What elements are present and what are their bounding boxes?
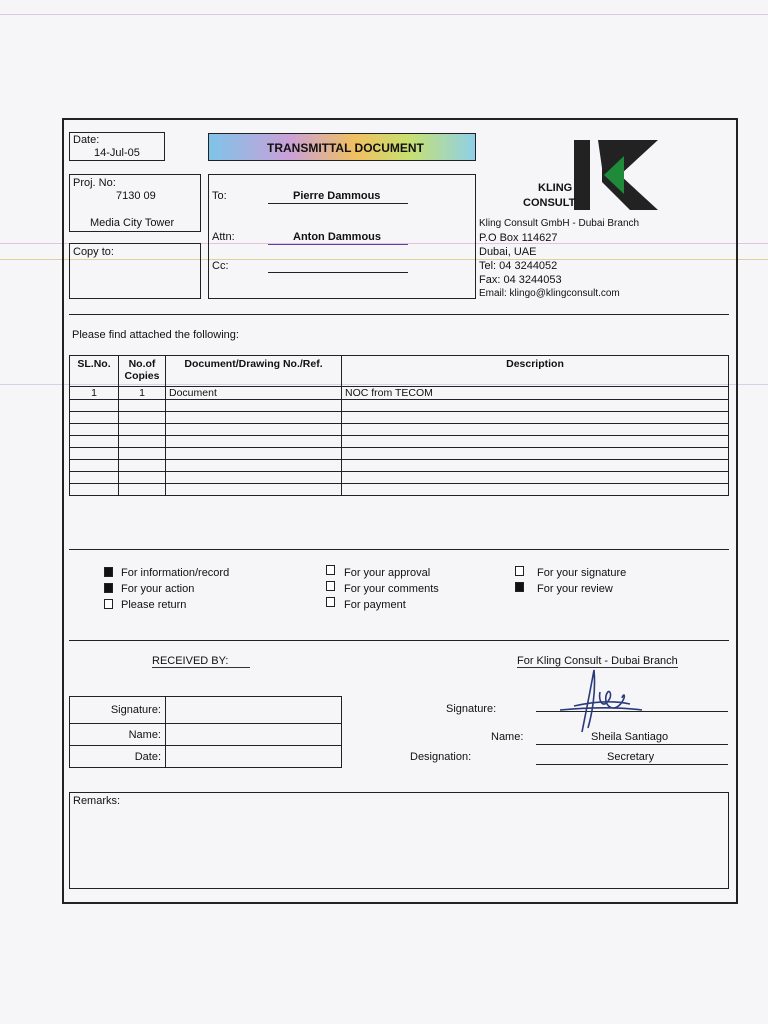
checkbox-review-label: For your review [537,583,613,595]
project-label: Proj. No: [73,177,116,189]
checkbox-action[interactable] [104,583,113,593]
table-row [70,448,729,460]
copy-to-box [69,243,201,299]
to-underline [268,203,408,204]
checkbox-signature-label: For your signature [537,567,627,579]
date-label: Date: [73,134,100,146]
sender-title: For Kling Consult - Dubai Branch [517,655,678,667]
intro-text: Please find attached the following: [72,329,239,341]
project-box [69,174,201,232]
sender-signature-label: Signature: [446,703,497,715]
checkbox-information-label: For information/record [121,567,230,579]
to-value: Pierre Dammous [293,190,381,202]
company-fax: Fax: 04 3244053 [479,274,562,286]
checkbox-information[interactable] [104,567,113,577]
checkbox-review[interactable] [515,582,524,592]
date-value: 14-Jul-05 [94,147,140,159]
company-tel: Tel: 04 3244052 [479,260,558,272]
checkbox-payment[interactable] [326,597,335,607]
table-row [70,436,729,448]
company-name: Kling Consult GmbH - Dubai Branch [479,218,640,229]
company-pobox: P.O Box 114627 [479,232,558,244]
kling-consult-logo [574,140,658,210]
col-copies: No.of Copies [119,356,166,387]
table-row [70,387,729,400]
table-header-row [70,356,729,387]
checkbox-payment-label: For payment [344,599,406,611]
logo-text-kling: KLING [538,182,573,194]
table-row [70,424,729,436]
checkbox-approval[interactable] [326,565,335,575]
col-description: Description [342,356,729,387]
section-divider [69,314,729,315]
table-row [70,460,729,472]
section-divider [69,549,729,550]
cell-copies: 1 [119,387,166,400]
cell-description: NOC from TECOM [342,387,729,400]
document-title: TRANSMITTAL DOCUMENT [267,141,424,155]
cc-label: Cc: [212,260,229,272]
project-number: 7130 09 [116,190,156,202]
recv-signature-label: Signature: [70,697,166,724]
recv-signature-field[interactable] [166,697,342,724]
attn-underline [268,244,408,245]
received-by-title: RECEIVED BY: [152,655,250,668]
checkbox-action-label: For your action [121,583,195,595]
checkbox-comments-label: For your comments [344,583,439,595]
cell-sl-no: 1 [70,387,119,400]
recv-name-field[interactable] [166,724,342,746]
project-name: Media City Tower [90,217,175,229]
received-by-table [69,696,342,768]
copy-to-label: Copy to: [73,246,114,258]
sender-designation-line [536,764,728,765]
table-row [70,484,729,496]
company-email: Email: klingo@klingconsult.com [479,288,620,299]
checkbox-comments[interactable] [326,581,335,591]
sender-name-label: Name: [491,731,524,743]
logo-text-consult: CONSULT [523,197,576,209]
to-label: To: [212,190,227,202]
checkbox-signature[interactable] [515,566,524,576]
sender-designation-label: Designation: [410,751,472,763]
table-row [70,472,729,484]
remarks-label: Remarks: [73,795,121,807]
checkbox-approval-label: For your approval [344,567,431,579]
title-banner [208,133,476,161]
recv-name-label: Name: [70,724,166,746]
checkbox-return-label: Please return [121,599,187,611]
remarks-box[interactable] [69,792,729,889]
sender-designation-value: Secretary [607,751,655,763]
handwritten-signature [552,662,648,742]
section-divider [69,640,729,641]
date-box [69,132,165,161]
recv-date-field[interactable] [166,746,342,768]
col-sl-no: SL.No. [70,356,119,387]
sender-name-value: Sheila Santiago [591,731,669,743]
col-document-ref: Document/Drawing No./Ref. [166,356,342,387]
attn-label: Attn: [212,231,235,243]
cell-document-ref: Document [166,387,342,400]
scan-line [0,14,768,15]
table-row [70,400,729,412]
recv-date-label: Date: [70,746,166,768]
cc-underline [268,272,408,273]
attn-value: Anton Dammous [293,231,381,243]
items-table [69,355,729,496]
table-row [70,412,729,424]
company-city: Dubai, UAE [479,246,537,258]
sender-name-line [536,744,728,745]
recipient-box [208,174,476,299]
checkbox-return[interactable] [104,599,113,609]
